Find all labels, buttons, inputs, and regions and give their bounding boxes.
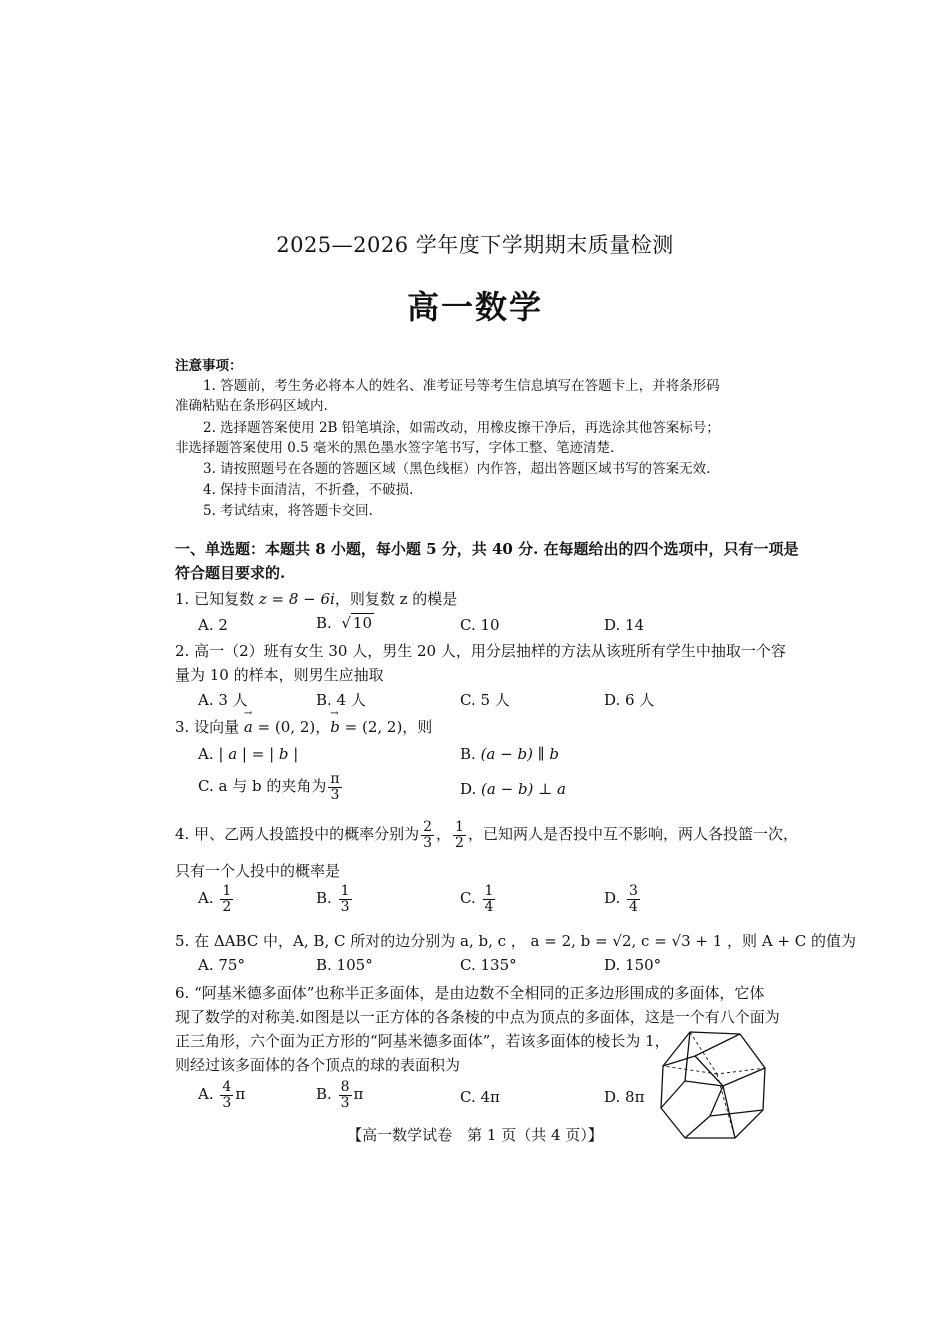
notes-heading: 注意事项： — [175, 358, 243, 374]
q3-option-b — [460, 745, 559, 763]
note-3: 3. 请按照题号在各题的答题区域（黑色线框）内作答，超出答题区域书写的答案无效. — [203, 461, 711, 477]
q4-f2-num: 1 — [455, 819, 464, 835]
q6-b-den: 3 — [340, 1094, 350, 1111]
q3-option-b-label: B. — [460, 745, 476, 763]
q4-option-a-label: A. — [198, 889, 214, 908]
q6-a-num: 4 — [222, 1079, 232, 1095]
q1-option-b-label: B. — [316, 614, 332, 632]
q6-b-num: 8 — [340, 1079, 350, 1095]
note-2a: 2. 选择题答案使用 2B 铅笔填涂，如需改动，用橡皮擦干净后，再选涂其他答案标号； — [203, 420, 720, 436]
q4-d-num: 3 — [629, 883, 638, 899]
q1-option-a: A. 2 — [198, 616, 228, 634]
q3-vector-a: → a — [244, 718, 253, 736]
q4-sep: ， — [436, 825, 452, 844]
q6-option-b-label: B. — [316, 1085, 332, 1104]
q4-c-num: 1 — [484, 883, 494, 899]
q6-option-d: D. 8π — [604, 1088, 645, 1106]
q3-option-d-label: D. — [460, 780, 477, 798]
question-5-stem: 5. 在 ΔABC 中，A, B, C 所对的边分别为 a, b, c ， a = 2, b = √2, c = √3 + 1 ，则 A + C 的值为 — [175, 932, 857, 950]
q6-option-b — [316, 1080, 363, 1110]
q4-c-den: 4 — [484, 898, 494, 915]
q1-option-b: B. √ 10 — [316, 614, 372, 632]
q3-vector-a-value: = (0, 2)， — [252, 718, 331, 736]
q6-option-a-fraction — [220, 1080, 233, 1110]
q4-option-c-label: C. — [460, 889, 476, 908]
q3-option-a-text: | a | = | b | — [218, 745, 299, 763]
question-3-stem — [175, 716, 432, 737]
question-1-stem — [175, 588, 457, 609]
q3-vector-b-value: = (2, 2)，则 — [339, 718, 433, 736]
q1-expr: z = 8 − 6i — [258, 590, 335, 608]
subject-title: 高一数学 — [406, 288, 543, 326]
question-6-line3: 正三角形，六个面为正方形的“阿基米德多面体”，若该多面体的棱长为 1， — [175, 1032, 670, 1050]
question-6-line1: 6. “阿基米德多面体”也称半正多面体，是由边数不全相同的正多边形围成的多面体，它体 — [175, 984, 765, 1002]
q4-d-den: 4 — [629, 898, 638, 915]
question-4-line1 — [175, 820, 798, 850]
note-1b: 准确粘贴在条形码区域内. — [175, 398, 328, 414]
q4-f1-den: 3 — [423, 834, 433, 851]
q4-post: ，已知两人是否投中互不影响，两人各投篮一次， — [467, 825, 798, 844]
q4-fraction-2 — [453, 820, 466, 850]
q4-fraction-1 — [421, 820, 434, 850]
q1-option-d: D. 14 — [604, 616, 645, 634]
q4-pre: 4. 甲、乙两人投篮投中的概率分别为 — [175, 825, 420, 844]
q5-option-b: B. 105° — [316, 956, 373, 974]
q4-option-c-fraction — [483, 884, 496, 914]
q1-option-b-radicand: 10 — [352, 614, 372, 632]
q3-option-c — [198, 772, 344, 802]
note-4: 4. 保持卡面清洁，不折叠，不破损. — [203, 482, 414, 498]
exam-title: 2025—2026 学年度下学期期末质量检测 — [276, 233, 674, 257]
q3-option-c-den: 3 — [330, 786, 340, 803]
q4-option-b-fraction — [339, 884, 352, 914]
q2-option-b: B. 4 人 — [316, 691, 366, 709]
q3-vector-b: → b — [330, 718, 340, 736]
q3-pre: 3. 设向量 — [175, 718, 244, 736]
q5-option-a: A. 75° — [198, 956, 245, 974]
q2-option-c: C. 5 人 — [460, 691, 510, 709]
q6-a-den: 3 — [222, 1094, 232, 1111]
q6-b-suffix: π — [353, 1085, 364, 1104]
q3-option-b-text: (a − b) ∥ b — [480, 745, 559, 763]
q4-option-d-fraction — [627, 884, 640, 914]
question-2-line2: 量为 10 的样本，则男生应抽取 — [175, 666, 384, 684]
q6-option-b-fraction — [339, 1080, 352, 1110]
q3-option-c-text: a 与 b 的夹角为 — [218, 777, 327, 796]
note-1a: 1. 答题前，考生务必将本人的姓名、准考证号等考生信息填写在答题卡上，并将条形码 — [203, 378, 720, 394]
note-5: 5. 考试结束，将答题卡交回. — [203, 503, 373, 519]
q6-option-c: C. 4π — [460, 1088, 500, 1106]
q6-a-suffix: π — [235, 1085, 246, 1104]
question-4-line2: 只有一个人投中的概率是 — [175, 862, 341, 880]
q4-option-a-fraction — [220, 884, 233, 914]
q3-option-c-fraction — [328, 772, 341, 802]
q4-option-b-label: B. — [316, 889, 332, 908]
q4-option-c — [460, 884, 497, 914]
q1-option-c: C. 10 — [460, 616, 500, 634]
note-2b: 非选择题答案使用 0.5 毫米的黑色墨水签字笔书写，字体工整、笔迹清楚. — [175, 440, 615, 456]
q3-option-d — [460, 780, 566, 798]
q3-option-a — [198, 745, 298, 763]
question-6-line4: 则经过该多面体的各个顶点的球的表面积为 — [175, 1056, 461, 1074]
section-heading-line1: 一、单选题：本题共 8 小题，每小题 5 分，共 40 分. 在每题给出的四个选项中，只有一项是 — [175, 540, 799, 558]
q4-option-b — [316, 884, 354, 914]
question-2-line1: 2. 高一（2）班有女生 30 人，男生 20 人，用分层抽样的方法从该班所有学生中抽取一个容 — [175, 642, 786, 660]
q4-a-den: 2 — [222, 898, 232, 915]
section-heading-line2: 符合题目要求的. — [175, 564, 286, 582]
q3-option-a-label: A. — [198, 745, 214, 763]
q4-option-d-label: D. — [604, 889, 621, 908]
q3-option-d-text: (a − b) ⊥ a — [481, 780, 566, 798]
q6-option-a — [198, 1080, 245, 1110]
q3-option-c-label: C. — [198, 777, 214, 796]
q2-option-a: A. 3 人 — [198, 691, 248, 709]
q1-post: ，则复数 z 的模是 — [334, 590, 458, 608]
q4-f1-num: 2 — [423, 819, 433, 835]
q4-f2-den: 2 — [455, 834, 464, 851]
q4-option-d — [604, 884, 642, 914]
q4-b-num: 1 — [340, 883, 350, 899]
q4-a-num: 1 — [222, 883, 232, 899]
question-6-line2: 现了数学的对称美.如图是以一正方体的各条棱的中点为顶点的多面体，这是一个有八个面为 — [175, 1008, 780, 1026]
page-footer: 【高一数学试卷 第 1 页（共 4 页）】 — [347, 1126, 603, 1144]
q6-option-a-label: A. — [198, 1085, 214, 1104]
q5-option-d: D. 150° — [604, 956, 662, 974]
q1-pre: 1. 已知复数 — [175, 590, 259, 608]
q2-option-d: D. 6 人 — [604, 691, 655, 709]
q4-option-a — [198, 884, 235, 914]
q4-b-den: 3 — [340, 898, 350, 915]
q3-option-c-num: π — [330, 771, 340, 787]
q5-option-c: C. 135° — [460, 956, 517, 974]
